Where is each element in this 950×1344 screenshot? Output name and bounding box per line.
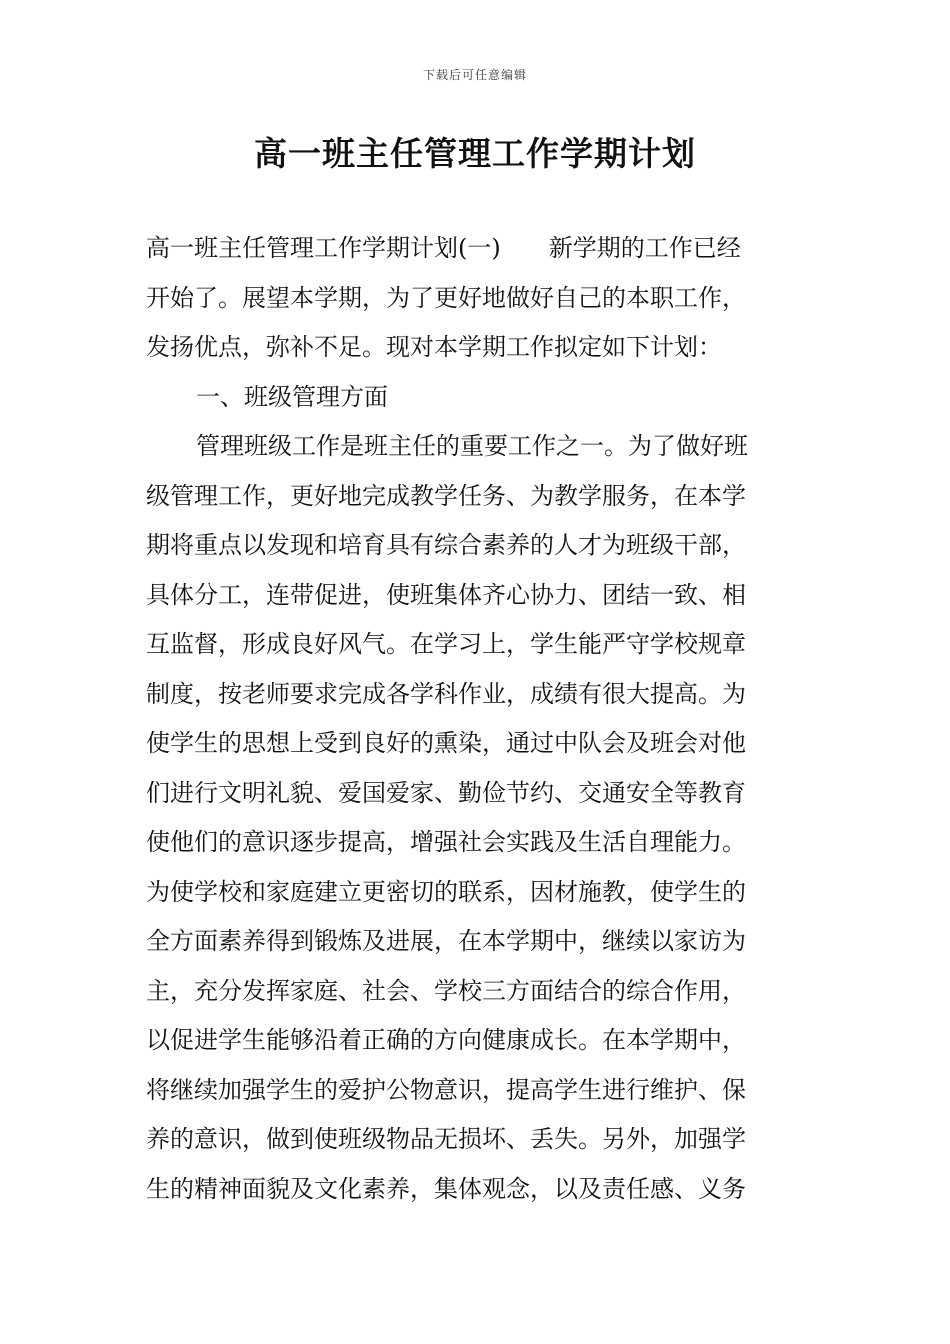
body-line: 使学生的思想上受到良好的熏染，通过中队会及班会对他 (146, 729, 746, 757)
body-line: 期将重点以发现和培育具有综合素养的人才为班级干部， (146, 531, 746, 559)
body-line: 养的意识，做到使班级物品无损坏、丢失。另外，加强学 (146, 1125, 746, 1153)
header-note: 下载后可任意编辑 (422, 68, 527, 82)
body-line: 高一班主任管理工作学期计划(一) 新学期的工作已经 (146, 234, 741, 262)
body-line: 为使学校和家庭建立更密切的联系，因材施教，使学生的 (146, 877, 746, 906)
paragraph-first-line: 管理班级工作是班主任的重要工作之一。为了做好班 (196, 432, 748, 460)
body-line: 具体分工，连带促进，使班集体齐心协力、团结一致、相 (146, 580, 746, 609)
body-line: 将继续加强学生的爱护公物意识，提高学生进行维护、保 (146, 1075, 746, 1104)
section-heading: 一、班级管理方面 (196, 382, 388, 411)
document-title: 高一班主任管理工作学期计划 (254, 134, 696, 173)
body-line: 使他们的意识逐步提高，增强社会实践及生活自理能力。 (146, 828, 746, 856)
body-line: 以促进学生能够沿着正确的方向健康成长。在本学期中， (146, 1026, 746, 1054)
body-line: 主，充分发挥家庭、社会、学校三方面结合的综合作用， (146, 976, 746, 1005)
body-line: 级管理工作，更好地完成教学任务、为教学服务，在本学 (146, 481, 746, 510)
body-line: 全方面素养得到锻炼及进展，在本学期中，继续以家访为 (146, 927, 746, 955)
body-line: 发扬优点，弥补不足。现对本学期工作拟定如下计划： (146, 333, 722, 361)
body-line: 互监督，形成良好风气。在学习上，学生能严守学校规章 (146, 630, 746, 658)
body-line: 制度，按老师要求完成各学科作业，成绩有很大提高。为 (146, 679, 746, 708)
document-body (146, 224, 816, 1214)
body-line: 生的精神面貌及文化素养，集体观念，以及责任感、义务 (146, 1174, 746, 1203)
body-line: 们进行文明礼貌、爱国爱家、勤俭节约、交通安全等教育 (146, 778, 746, 807)
body-line: 开始了。展望本学期，为了更好地做好自己的本职工作， (146, 283, 746, 312)
